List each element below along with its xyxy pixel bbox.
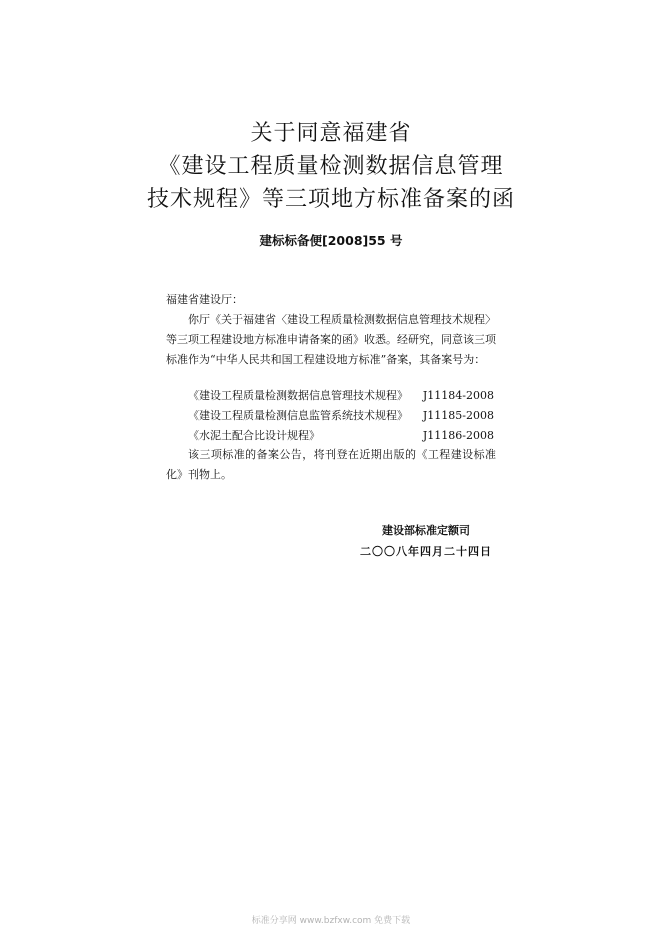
signature-organization: 建设部标准定额司 bbox=[382, 524, 470, 537]
footer-watermark: 标准分享网 www.bzfxw.com 免费下载 bbox=[251, 916, 411, 926]
body-paragraph-1: 你厅《关于福建省〈建设工程质量检测数据信息管理技术规程〉等三项工程建设地方标准申请备案的函》收悉。经研究，同意该三项标准作为“中华人民共和国工程建设地方标准”备案，其备案号为： bbox=[166, 313, 496, 366]
standards-list bbox=[188, 386, 494, 446]
standard-name: 《水泥土配合比设计规程》 bbox=[188, 429, 320, 442]
body-paragraph-2: 该三项标准的备案公告，将刊登在近期出版的《工程建设标准化》刊物上。 bbox=[166, 448, 496, 481]
salutation: 福建省建设厅： bbox=[166, 293, 243, 306]
standard-code: J11186-2008 bbox=[422, 429, 494, 442]
reference-number: 建标标备便[2008]55 号 bbox=[259, 233, 403, 248]
standard-name: 《建设工程质量检测信息监管系统技术规程》 bbox=[188, 409, 408, 422]
standard-item bbox=[188, 426, 494, 446]
document-title-line-3: 技术规程》等三项地方标准备案的函 bbox=[146, 187, 515, 212]
standard-name: 《建设工程质量检测数据信息管理技术规程》 bbox=[188, 389, 408, 402]
standard-item bbox=[188, 406, 494, 426]
document-title-line-1: 关于同意福建省 bbox=[250, 121, 412, 146]
document-title-line-2: 《建设工程质量检测数据信息管理 bbox=[158, 154, 504, 179]
signature-date: 二〇〇八年四月二十四日 bbox=[360, 545, 492, 558]
standard-code: J11185-2008 bbox=[422, 409, 494, 422]
standard-item bbox=[188, 386, 494, 406]
standard-code: J11184-2008 bbox=[422, 389, 494, 402]
